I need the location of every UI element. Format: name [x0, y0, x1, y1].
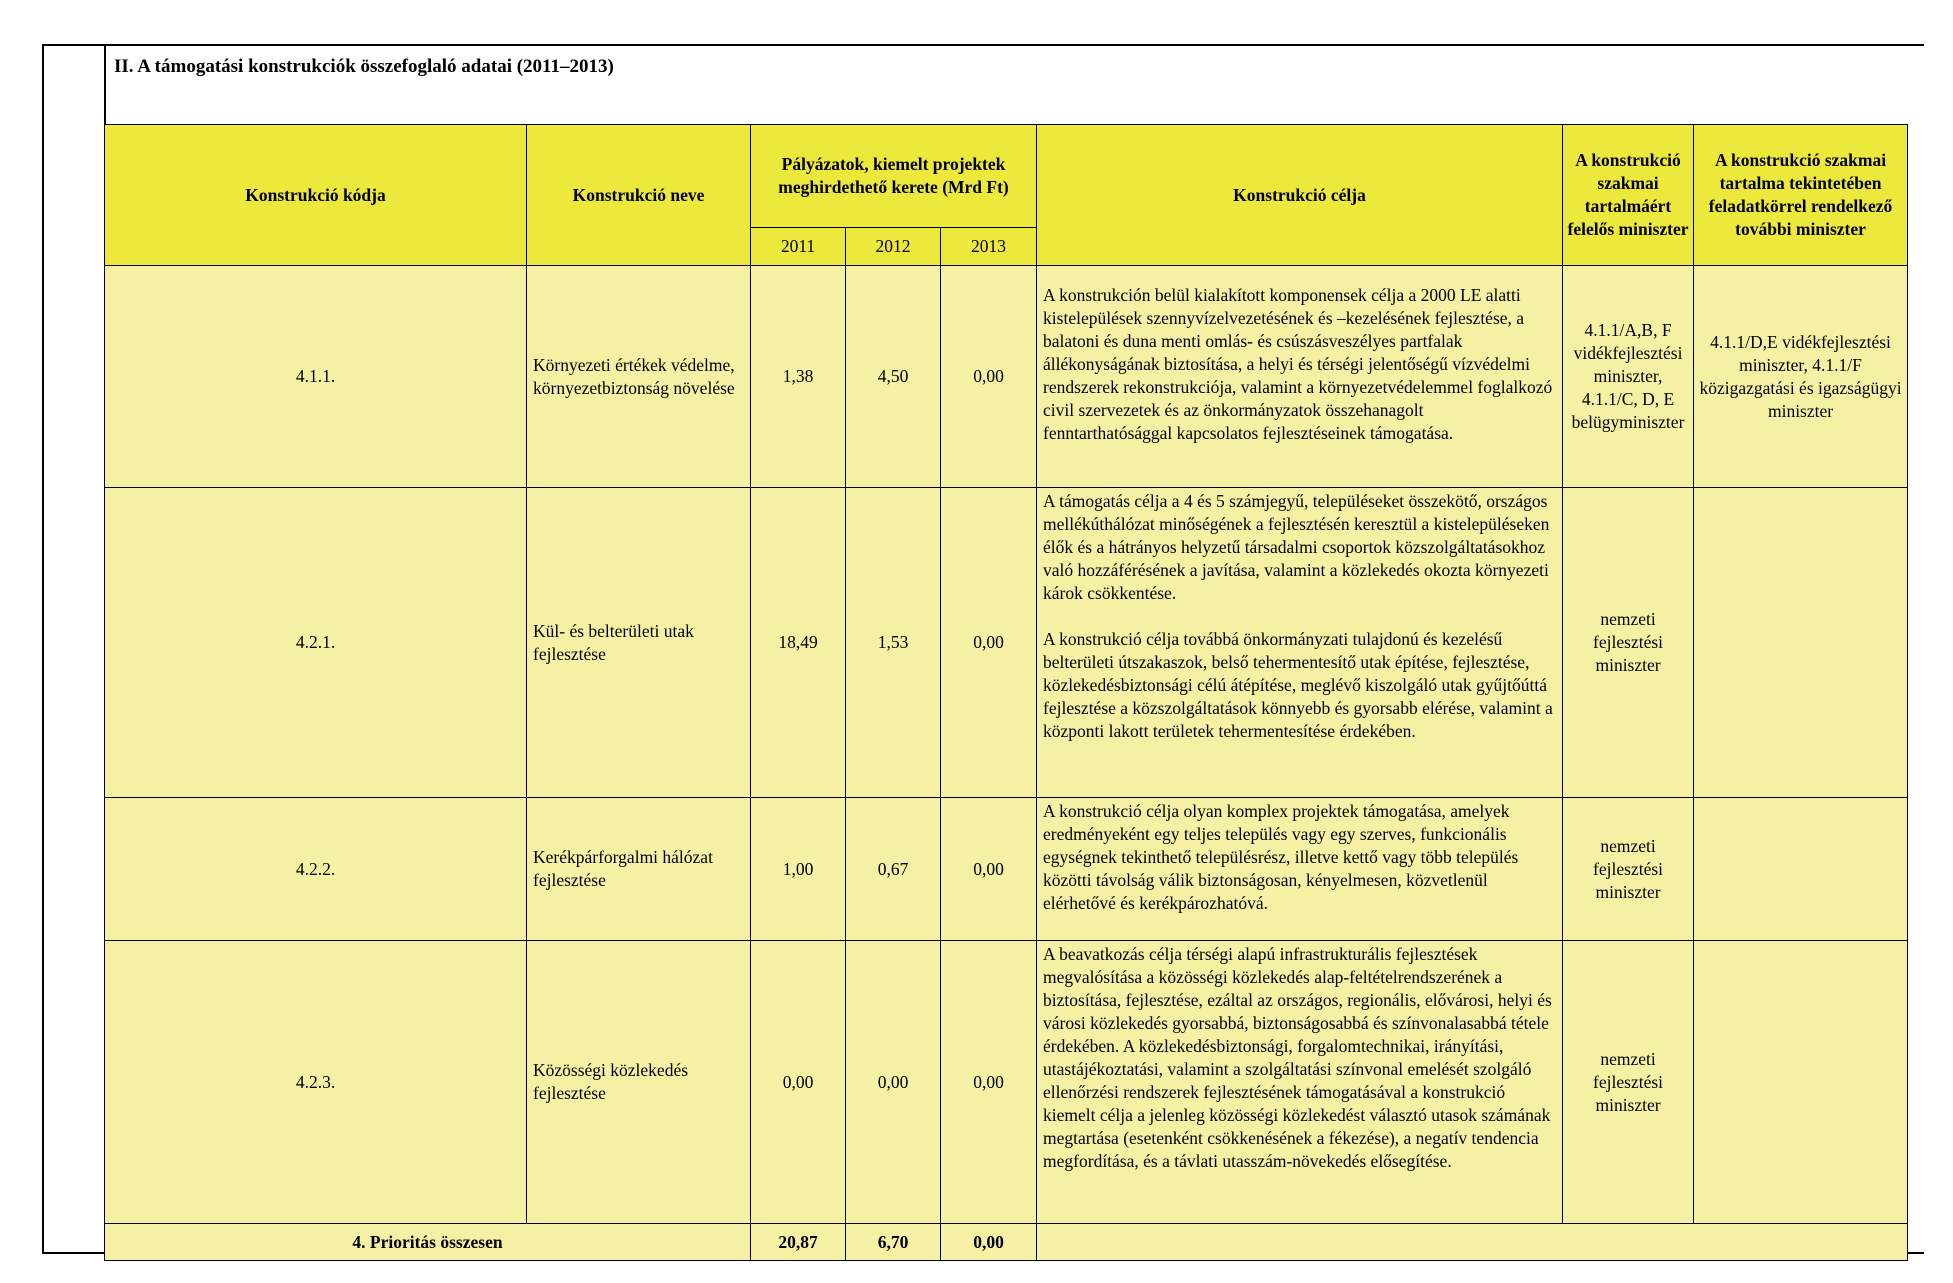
- goal-paragraph: A konstrukción belül kialakított komponensek célja a 2000 LE alatti kistelepülések szennyvízelvezetésének és –kezelésének fejlesztése, a balatoni és duna menti omlás- és csúszásveszélyes partfalak állékonyságának biztosítása, a helyi és térségi jelentőségű vízvédelmi rendszerek rekonstrukciója, valamint a környezetvédelemmel foglalkozó civil szervezetek és az önkormányzatok összehanagolt fenntarthatósággal kapcsolatos fejlesztéseinek támogatása.: [1043, 285, 1553, 443]
- cell-2012: 0,00: [846, 941, 941, 1224]
- goal-paragraph: A beavatkozás célja térségi alapú infrastrukturális fejlesztések megvalósítása a közösségi közlekedés alap-feltételrendszerének a biztosítása, fejlesztése, ezáltal az országos, regionális, elővárosi, helyi és városi közlekedés gyorsabbá, biztonságosabbá és színvonalasabbá tétele érdekében. A közlekedésbiztonsági, forgalomtechnikai, irányítási, utastájékoztatási, valamint a szolgáltatási színvonal emelését szolgáló ellenőrzési rendszerek fejlesztésének támogatásával a konstrukció kiemelt célja a jelenleg közösségi közlekedést választó utasok számának megtartása (esetenként csökkenésének a fékezése), a negatív tendencia megfordítása, és a távlati utasszám-növekedés elősegítése.: [1043, 944, 1552, 1171]
- cell-2012: 0,67: [846, 798, 941, 941]
- cell-other-minister: [1694, 798, 1908, 941]
- cell-name: Közösségi közlekedés fejlesztése: [527, 941, 751, 1224]
- cell-2013: 0,00: [941, 798, 1037, 941]
- cell-2011: 18,49: [751, 488, 846, 798]
- cell-goal: [1037, 266, 1563, 488]
- total-empty-cell: [1037, 1224, 1908, 1261]
- total-2013: 0,00: [941, 1224, 1037, 1261]
- header-goal: Konstrukció célja: [1037, 125, 1563, 266]
- cell-2012: 1,53: [846, 488, 941, 798]
- total-2012: 6,70: [846, 1224, 941, 1261]
- cell-other-minister: [1694, 941, 1908, 1224]
- cell-name: Környezeti értékek védelme, környezetbiztonság növelése: [527, 266, 751, 488]
- cell-code: 4.1.1.: [105, 266, 527, 488]
- table-row: [105, 941, 1908, 1224]
- cell-2012: 4,50: [846, 266, 941, 488]
- cell-minister: nemzeti fejlesztési miniszter: [1563, 798, 1694, 941]
- header-name: Konstrukció neve: [527, 125, 751, 266]
- cell-code: 4.2.1.: [105, 488, 527, 798]
- header-other-minister: A konstrukció szakmai tartalma tekintetében feladatkörrel rendelkező további miniszter: [1694, 125, 1908, 266]
- header-year-2012: 2012: [846, 228, 941, 266]
- cell-goal: [1037, 488, 1563, 798]
- goal-paragraph: A konstrukció célja továbbá önkormányzati tulajdonú és kezelésű belterületi útszakaszok, belső tehermentesítő utak építése, fejlesztése, közlekedésbiztonsági célú átépítése, meglévő kiszolgáló utak gyűjtőúttá fejlesztése a közszolgáltatások könnyebb és gyorsabb elérése, valamint a központi lakott területek tehermentesítése érdekében.: [1043, 629, 1553, 741]
- table-row: [105, 488, 1908, 798]
- cell-goal: [1037, 798, 1563, 941]
- cell-2013: 0,00: [941, 266, 1037, 488]
- header-code: Konstrukció kódja: [105, 125, 527, 266]
- table-row: [105, 266, 1908, 488]
- table-row: [105, 798, 1908, 941]
- cell-code: 4.2.3.: [105, 941, 527, 1224]
- cell-2011: 1,38: [751, 266, 846, 488]
- header-year-2013: 2013: [941, 228, 1037, 266]
- cell-other-minister: [1694, 488, 1908, 798]
- construction-summary-table: [104, 124, 1908, 1261]
- cell-minister: nemzeti fejlesztési miniszter: [1563, 941, 1694, 1224]
- cell-2011: 0,00: [751, 941, 846, 1224]
- cell-2013: 0,00: [941, 488, 1037, 798]
- cell-other-minister: 4.1.1/D,E vidékfejlesztési miniszter, 4.1.1/F közigazgatási és igazságügyi miniszter: [1694, 266, 1908, 488]
- cell-2013: 0,00: [941, 941, 1037, 1224]
- header-year-2011: 2011: [751, 228, 846, 266]
- total-row: [105, 1224, 1908, 1261]
- cell-2011: 1,00: [751, 798, 846, 941]
- cell-name: Kerékpárforgalmi hálózat fejlesztése: [527, 798, 751, 941]
- total-label: 4. Prioritás összesen: [105, 1224, 751, 1261]
- cell-code: 4.2.2.: [105, 798, 527, 941]
- cell-minister: nemzeti fejlesztési miniszter: [1563, 488, 1694, 798]
- cell-goal: [1037, 941, 1563, 1224]
- title-corner-box: [42, 44, 106, 124]
- document-title: II. A támogatási konstrukciók összefoglaló adatai (2011–2013): [114, 56, 614, 77]
- header-budget: Pályázatok, kiemelt projektek meghirdethető kerete (Mrd Ft): [751, 125, 1037, 228]
- total-2011: 20,87: [751, 1224, 846, 1261]
- header-minister: A konstrukció szakmai tartalmáért felelős miniszter: [1563, 125, 1694, 266]
- cell-name: Kül- és belterületi utak fejlesztése: [527, 488, 751, 798]
- goal-paragraph: A támogatás célja a 4 és 5 számjegyű, településeket összekötő, országos mellékúthálózat minőségének a fejlesztésén keresztül a kistelepüléseken élők és a hátrányos helyzetű társadalmi csoportok közszolgáltatásokhoz való hozzáférésének a javítása, valamint a közlekedés okozta környezeti károk csökkentése.: [1043, 491, 1550, 603]
- cell-minister: 4.1.1/A,B, F vidékfejlesztési miniszter, 4.1.1/C, D, E belügyminiszter: [1563, 266, 1694, 488]
- goal-paragraph: A konstrukció célja olyan komplex projektek támogatása, amelyek eredményeként egy teljes település vagy egy szerves, funkcionális egységnek tekinthető településrész, illetve kettő vagy több település közötti távolság válik biztonságosan, kényelmesen, közvetlenül elérhetővé és kerékpározhatóvá.: [1043, 801, 1519, 913]
